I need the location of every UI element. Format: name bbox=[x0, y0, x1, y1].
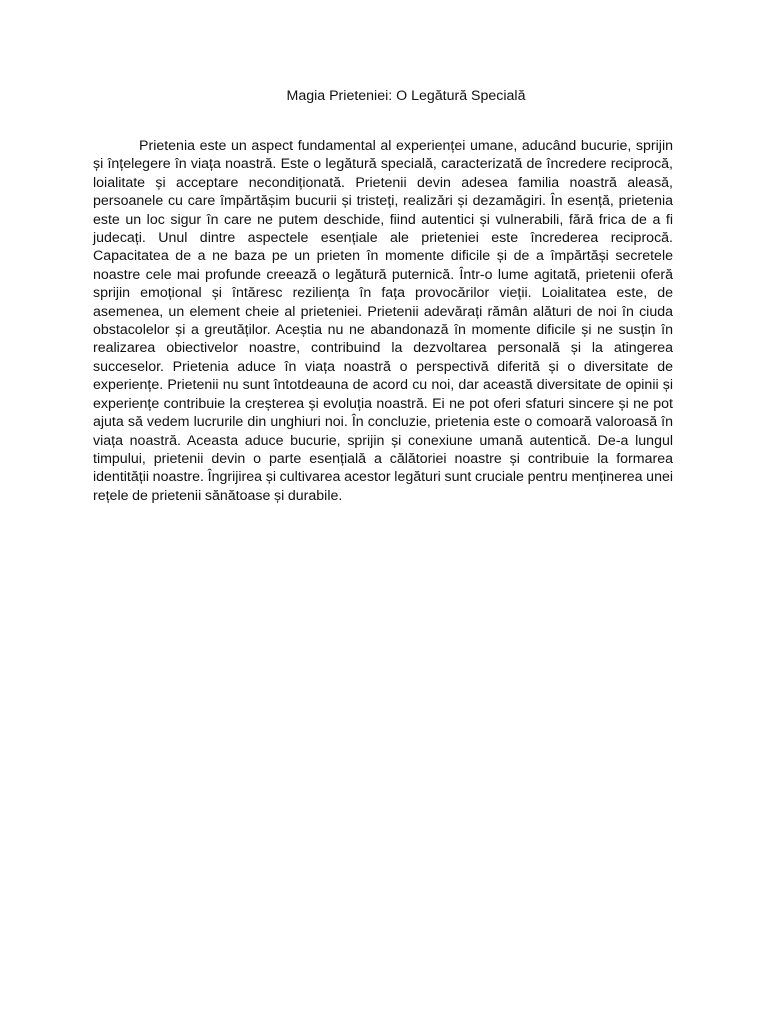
document-body-paragraph: Prietenia este un aspect fundamental al experienței umane, aducând bucurie, sprijin și înțelegere în viața noastră. Este o legătură specială, caracterizată de încredere reciprocă, loialitate și acceptare necondiționată. Prietenii devin adesea familia noastră aleasă, persoanele cu care împărtășim bucurii și tristeți, realizări și dezamăgiri. În esență, prietenia este un loc sigur în care ne putem deschide, fiind autentici și vulnerabili, fără frica de a fi judecați. Unul dintre aspectele esențiale ale prieteniei este încrederea reciprocă. Capacitatea de a ne baza pe un prieten în momente dificile și de a împărtăși secretele noastre cele mai profunde creează o legătură puternică. Într-o lume agitată, prietenii oferă sprijin emoțional și întăresc reziliența în fața provocărilor vieții. Loialitatea este, de asemenea, un element cheie al prieteniei. Prietenii adevărați rămân alături de noi în ciuda obstacolelor și a greutăților. Aceștia nu ne abandonază în momente dificile și ne susțin în realizarea obiectivelor noastre, contribuind la dezvoltarea personală și la atingerea succeselor. Prietenia aduce în viața noastră o perspectivă diferită și o diversitate de experiențe. Prietenii nu sunt întotdeauna de acord cu noi, dar această diversitate de opinii și experiențe contribuie la creșterea și evoluția noastră. Ei ne pot oferi sfaturi sincere și ne pot ajuta să vedem lucrurile din unghiuri noi. În concluzie, prietenia este o comoară valoroasă în viața noastră. Aceasta aduce bucurie, sprijin și conexiune umană autentică. De-a lungul timpului, prietenii devin o parte esențială a călătoriei noastre și contribuie la formarea identității noastre. Îngrijirea și cultivarea acestor legături sunt cruciale pentru menținerea unei rețele de prietenii sănătoase și durabile. bbox=[93, 138, 673, 504]
document-title: Magia Prieteniei: O Legătură Specială bbox=[286, 88, 526, 104]
